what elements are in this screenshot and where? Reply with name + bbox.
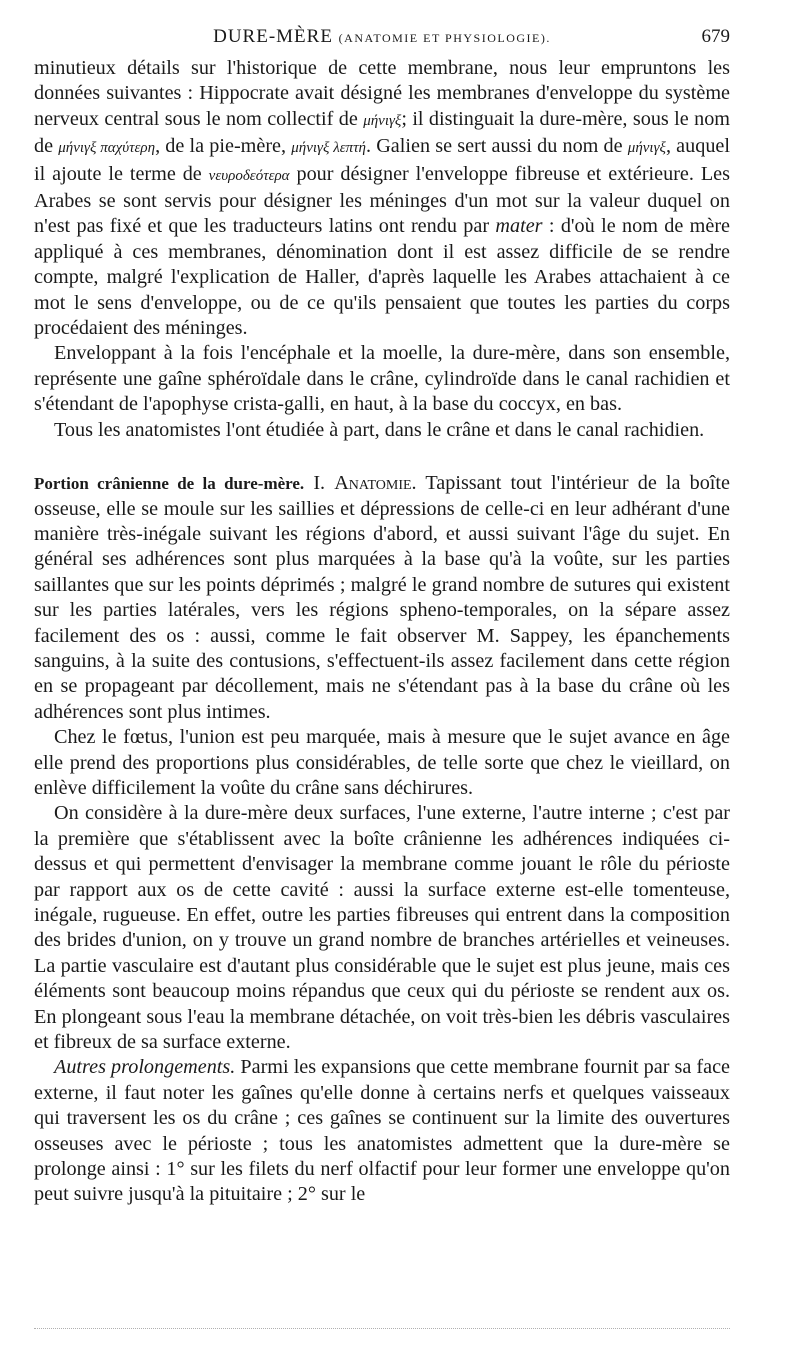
text-run: Portion crânienne de la dure-mère. bbox=[34, 474, 305, 494]
text-run: ; il distinguait la dure-mère, sous le nom de bbox=[34, 107, 730, 158]
text-run: , auquel il ajoute le terme de bbox=[34, 135, 730, 185]
paragraph bbox=[34, 56, 730, 341]
text-run: mater bbox=[495, 215, 543, 238]
text-run: Autres prolongements. bbox=[54, 1056, 236, 1079]
paragraph bbox=[34, 725, 730, 801]
paragraph bbox=[34, 1055, 730, 1207]
text-run: μήνιγξ παχύτερη bbox=[58, 140, 156, 157]
text-run: pour désigner l'enveloppe fibreuse et extérieure. Les Arabes se sont servis pour désigner les méninges d'un mot sur la valeur duquel on n'est pas fixé et que les traducteurs latins ont rendu par bbox=[34, 162, 730, 238]
paragraph bbox=[34, 341, 730, 417]
text-run: Parmi les expansions que cette membrane fournit par sa face externe, il faut noter les gaînes qu'elle donne à certains nerfs et quelques vaisseaux qui traversent les os du crâne ; ces gaînes se continuent sur la limite des ouvertures osseuses avec le périoste ; tous les anatomistes admettent que la dure-mère se prolonge ainsi : 1° sur les filets du nerf olfactif pour leur former une enveloppe qu'on peut suivre jusqu'à la pituitaire ; 2° sur le bbox=[34, 1056, 730, 1206]
text-run: Anatomie bbox=[334, 472, 412, 495]
text-run: Chez le fœtus, l'union est peu marquée, mais à mesure que le sujet avance en âge elle prend des proportions plus considérables, de telle sorte que chez le vieillard, on enlève difficilement la voûte du crâne sans déchirures. bbox=[34, 726, 730, 799]
paragraph bbox=[34, 471, 730, 725]
text-run: . Tapissant tout l'intérieur de la boîte osseuse, elle se moule sur les saillies et dépressions de celle-ci en leur adhérant d'une manière très-inégale suivant les régions d'abord, et aussi suivant l'âge du sujet. En général ses adhérences sont plus marquées à la base qu'à la voûte, sur les parties saillantes que sur les points déprimés ; malgré le grand nombre de sutures qui existent sur les parties latérales, vers les régions spheno-temporales, on la sépare assez facilement des os : aussi, comme le fait observer M. Sappey, les épanchements sanguins, à la suite des contusions, s'effectuent-ils assez facilement dans cette région en se propageant par décollement, mais ne s'étendant pas à la base du crâne où les adhérences sont plus intimes. bbox=[34, 472, 730, 723]
text-run: minutieux détails sur l'historique de cette membrane, nous leur empruntons les données suivantes : Hippocrate avait désigné les membranes d'enveloppe du système nerveux central sous le nom collectif de bbox=[34, 57, 730, 130]
text-run: I. bbox=[304, 472, 335, 495]
paragraph-gap bbox=[34, 443, 730, 471]
text-run: μήνιγξ λεπτή bbox=[291, 140, 366, 157]
footer-rule bbox=[34, 1328, 730, 1329]
text-run: νευροδεότερα bbox=[208, 167, 290, 184]
text-run: : d'où le nom de mère appliqué à ces membranes, dénomination dont il est assez difficile de se rendre compte, malgré l'explication de Haller, d'après laquelle les Arabes attachaient à ce mot le sens d'enveloppe, ou de ce qu'ils pensaient que toutes les parties du corps procédaient des méninges. bbox=[34, 215, 731, 340]
text-run: μήνιγξ bbox=[363, 112, 402, 129]
running-title-main: DURE-MÈRE bbox=[213, 26, 333, 47]
text-run: , de la pie-mère, bbox=[155, 135, 292, 158]
text-run: Enveloppant à la fois l'encéphale et la moelle, la dure-mère, dans son ensemble, représente une gaîne sphéroïdale dans le crâne, cylindroïde dans le canal rachidien et s'étendant de l'apophyse crista-galli, en haut, à la base du coccyx, en bas. bbox=[34, 342, 730, 416]
text-run: μήνιγξ bbox=[627, 140, 666, 157]
text-run: On considère à la dure-mère deux surfaces, l'une externe, l'autre interne ; c'est par la première que s'établissent avec la boîte crânienne les adhérences indiquées ci-dessus et qui permettent d'envisager la membrane comme jouant le rôle du périoste par rapport aux os de cette cavité : aussi la surface externe est-elle tomenteuse, inégale, rugueuse. En effet, outre les parties fibreuses qui entrent dans la composition des brides d'union, on y trouve un grand nombre de branches artérielles et veineuses. La partie vasculaire est d'autant plus considérable que le sujet est plus jeune, mais ces éléments sont beaucoup moins répandus que ceux qui du périoste se rendent aux os. En plongeant sous l'eau la membrane détachée, on voit très-bien les débris vasculaires et fibreux de sa surface externe. bbox=[34, 802, 730, 1054]
paragraph bbox=[34, 418, 730, 443]
text-run: . Galien se sert aussi du nom de bbox=[366, 135, 628, 158]
running-title-sub: (ANATOMIE ET PHYSIOLOGIE). bbox=[338, 31, 551, 45]
page-number: 679 bbox=[701, 26, 730, 47]
running-head bbox=[34, 26, 730, 52]
body-text bbox=[34, 56, 730, 1208]
running-title bbox=[34, 26, 730, 48]
paragraph bbox=[34, 801, 730, 1055]
book-page bbox=[34, 0, 730, 1354]
text-run: Tous les anatomistes l'ont étudiée à part, dans le crâne et dans le canal rachidien. bbox=[54, 418, 705, 441]
